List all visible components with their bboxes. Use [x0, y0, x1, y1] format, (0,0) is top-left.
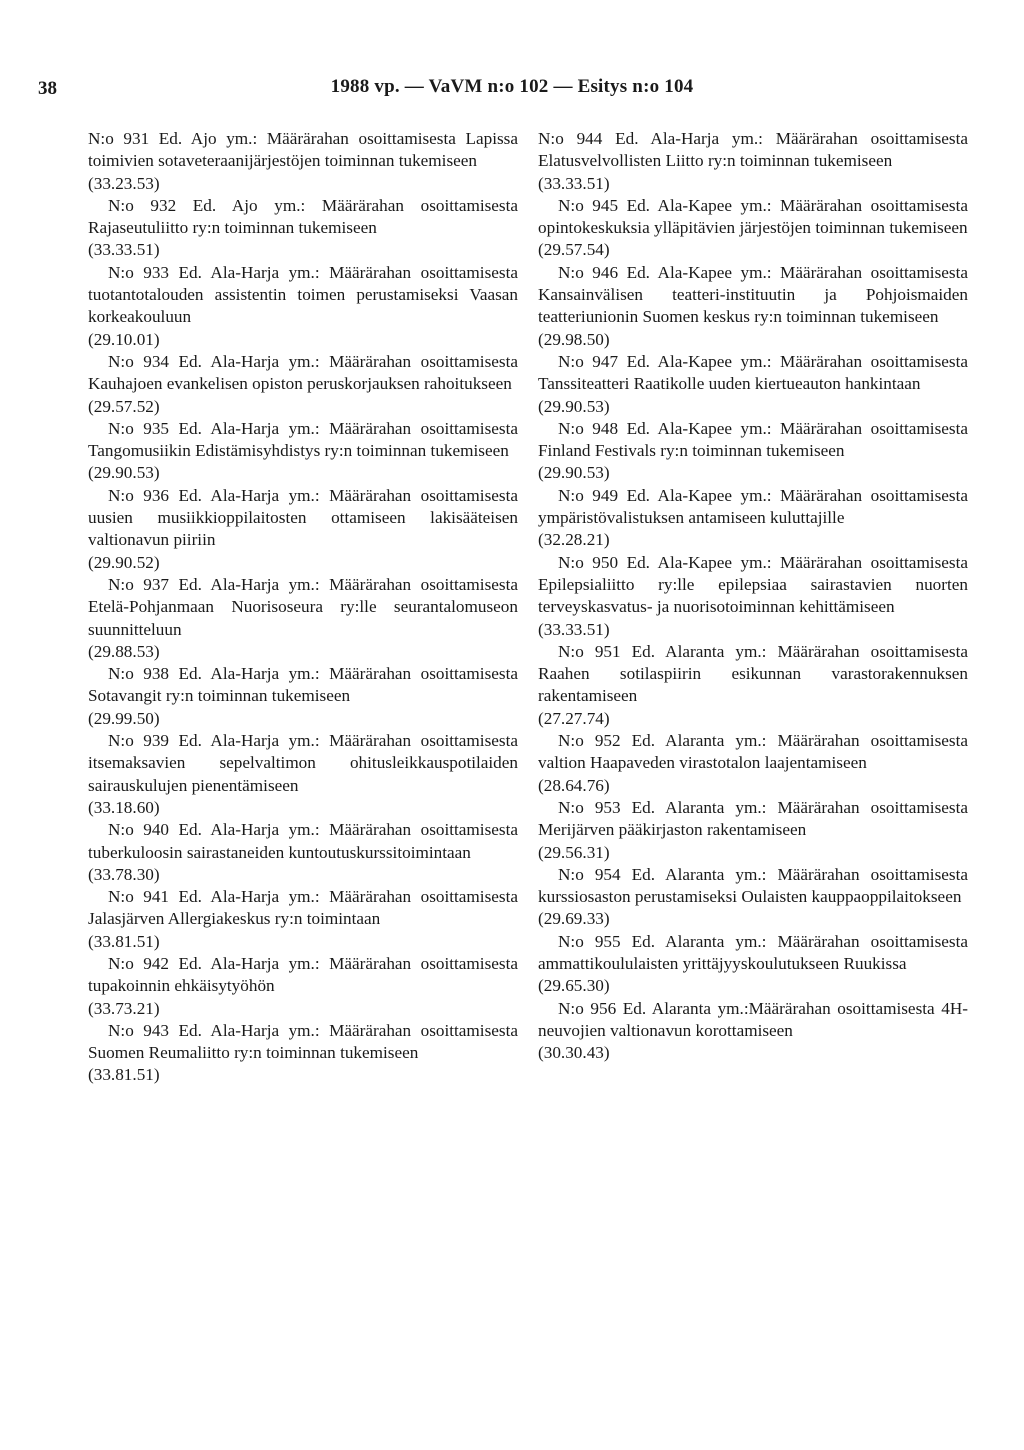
budget-item-code: (29.90.53) — [538, 463, 610, 483]
budget-item-code: (33.33.51) — [88, 240, 160, 260]
budget-item-code: (33.18.60) — [88, 797, 160, 817]
motion-text: N:o 949 Ed. Ala-Kapee ym.: Määrärahan osoittamisesta ympäristövalistuksen antamiseen kuluttajille — [538, 485, 968, 528]
motion-text: N:o 942 Ed. Ala-Harja ym.: Määrärahan osoittamisesta tupakoinnin ehkäisytyöhön — [88, 953, 518, 996]
motion-entry — [88, 128, 518, 195]
budget-item-code: (28.64.76) — [538, 775, 610, 795]
motion-entry — [88, 351, 518, 418]
budget-item-code: (29.88.53) — [88, 641, 160, 661]
budget-item-code: (29.90.53) — [538, 396, 610, 416]
motion-entry — [538, 797, 968, 864]
motion-text: N:o 936 Ed. Ala-Harja ym.: Määrärahan osoittamisesta uusien musiikkioppilaitosten ottamiseen lakisääteisen valtionavun piiriin — [88, 485, 518, 550]
motion-entry — [538, 931, 968, 998]
motion-entry — [538, 418, 968, 485]
budget-item-code: (30.30.43) — [538, 1043, 610, 1063]
motion-text: N:o 931 Ed. Ajo ym.: Määrärahan osoittamisesta Lapissa toimivien sotaveteraanijärjestöjen toiminnan tukemiseen — [88, 129, 518, 171]
budget-item-code: (33.81.51) — [88, 1065, 160, 1085]
motion-entry — [538, 485, 968, 552]
motion-entry — [538, 641, 968, 730]
motion-text: N:o 955 Ed. Alaranta ym.: Määrärahan osoittamisesta ammattikoululaisten yrittäjyyskoulutukseen Ruukissa — [538, 931, 968, 973]
motion-text: N:o 952 Ed. Alaranta ym.: Määrärahan osoittamisesta valtion Haapaveden virastotalon laajentamiseen — [538, 731, 968, 773]
motion-entry — [88, 574, 518, 663]
motion-text: N:o 941 Ed. Ala-Harja ym.: Määrärahan osoittamisesta Jalasjärven Allergiakeskus ry:n toimintaan — [88, 887, 518, 929]
motion-text: N:o 944 Ed. Ala-Harja ym.: Määrärahan osoittamisesta Elatusvelvollisten Liitto ry:n toiminnan tukemiseen — [538, 129, 968, 171]
motion-entry — [88, 262, 518, 351]
budget-item-code: (29.98.50) — [538, 329, 610, 349]
budget-item-code: (29.90.52) — [88, 552, 160, 572]
motion-text: N:o 951 Ed. Alaranta ym.: Määrärahan osoittamisesta Raahen sotilaspiirin esikunnan varastorakennuksen rakentamiseen — [538, 641, 968, 706]
budget-item-code: (29.69.33) — [538, 909, 610, 929]
motion-entry — [538, 128, 968, 195]
motion-text: N:o 932 Ed. Ajo ym.: Määrärahan osoittamisesta Rajaseutuliitto ry:n toiminnan tukemiseen — [88, 195, 518, 238]
page-number: 38 — [38, 78, 57, 99]
motion-entry — [538, 552, 968, 641]
motion-text: N:o 943 Ed. Ala-Harja ym.: Määrärahan osoittamisesta Suomen Reumaliitto ry:n toiminnan tukemiseen — [88, 1020, 518, 1063]
budget-item-code: (33.23.53) — [88, 173, 160, 193]
motion-entry — [88, 485, 518, 574]
budget-item-code: (29.57.52) — [88, 396, 160, 416]
budget-item-code: (33.81.51) — [88, 931, 160, 951]
motion-entry — [88, 663, 518, 730]
budget-item-code: (33.73.21) — [88, 998, 160, 1018]
running-head: 1988 vp. — VaVM n:o 102 — Esitys n:o 104 — [330, 76, 694, 97]
motion-text: N:o 946 Ed. Ala-Kapee ym.: Määrärahan osoittamisesta Kansainvälisen teatteri-instituutin ja Pohjoismaiden teatteriunionin Suomen keskus ry:n toiminnan tukemiseen — [538, 262, 968, 327]
left-column — [88, 128, 518, 1087]
budget-item-code: (29.57.54) — [538, 240, 610, 260]
budget-item-code: (32.28.21) — [538, 530, 610, 550]
motion-text: N:o 945 Ed. Ala-Kapee ym.: Määrärahan osoittamisesta opintokeskuksia ylläpitävien järjestöjen toiminnan tukemiseen — [538, 195, 968, 238]
motion-text: N:o 934 Ed. Ala-Harja ym.: Määrärahan osoittamisesta Kauhajoen evankelisen opiston peruskorjauksen rahoitukseen — [88, 351, 518, 394]
motion-text: N:o 954 Ed. Alaranta ym.: Määrärahan osoittamisesta kurssiosaston perustamiseksi Oulaisten kauppaoppilaitokseen — [538, 864, 968, 907]
motion-text: N:o 933 Ed. Ala-Harja ym.: Määrärahan osoittamisesta tuotantotalouden assistentin toimen perustamiseksi Vaasan korkeakouluun — [88, 262, 518, 327]
motion-text: N:o 935 Ed. Ala-Harja ym.: Määrärahan osoittamisesta Tangomusiikin Edistämisyhdistys ry:n toiminnan tukemiseen — [88, 418, 518, 461]
motion-text: N:o 939 Ed. Ala-Harja ym.: Määrärahan osoittamisesta itsemaksavien sepelvaltimon ohitusleikkauspotilaiden sairauskulujen pienentämiseen — [88, 731, 518, 795]
motion-text: N:o 940 Ed. Ala-Harja ym.: Määrärahan osoittamisesta tuberkuloosin sairastaneiden kuntoutuskurssitoimintaan — [88, 820, 518, 862]
motion-entry — [538, 351, 968, 418]
motion-text: N:o 953 Ed. Alaranta ym.: Määrärahan osoittamisesta Merijärven pääkirjaston rakentamiseen — [538, 797, 968, 840]
motion-text: N:o 938 Ed. Ala-Harja ym.: Määrärahan osoittamisesta Sotavangit ry:n toiminnan tukemiseen — [88, 664, 518, 706]
budget-item-code: (29.10.01) — [88, 329, 160, 349]
budget-item-code: (33.78.30) — [88, 864, 160, 884]
motion-entry — [88, 195, 518, 262]
budget-item-code: (29.99.50) — [88, 708, 160, 728]
motion-entry — [538, 195, 968, 262]
motion-entry — [88, 886, 518, 953]
budget-item-code: (29.65.30) — [538, 976, 610, 996]
motion-text: N:o 947 Ed. Ala-Kapee ym.: Määrärahan osoittamisesta Tanssiteatteri Raatikolle uuden kiertueauton hankintaan — [538, 351, 968, 394]
budget-item-code: (33.33.51) — [538, 619, 610, 639]
right-column — [538, 128, 968, 1064]
motion-text: N:o 937 Ed. Ala-Harja ym.: Määrärahan osoittamisesta Etelä-Pohjanmaan Nuorisoseura ry:lle seurantalomuseon suunnitteluun — [88, 574, 518, 639]
motion-text: N:o 956 Ed. Alaranta ym.:Määrärahan osoittamisesta 4H-neuvojien valtionavun korottamiseen — [538, 998, 968, 1040]
motion-entry — [88, 819, 518, 886]
motion-entry — [538, 730, 968, 797]
budget-item-code: (27.27.74) — [538, 708, 610, 728]
motion-entry — [88, 730, 518, 819]
budget-item-code: (29.90.53) — [88, 463, 160, 483]
motion-entry — [538, 864, 968, 931]
motion-entry — [88, 418, 518, 485]
motion-entry — [538, 998, 968, 1065]
motion-entry — [538, 262, 968, 351]
budget-item-code: (29.56.31) — [538, 842, 610, 862]
budget-item-code: (33.33.51) — [538, 173, 610, 193]
motion-entry — [88, 953, 518, 1020]
motion-entry — [88, 1020, 518, 1087]
motion-text: N:o 950 Ed. Ala-Kapee ym.: Määrärahan osoittamisesta Epilepsialiitto ry:lle epilepsiaa sairastavien nuorten terveyskasvatus- ja nuorisotoiminnan kehittämiseen — [538, 552, 968, 617]
motion-text: N:o 948 Ed. Ala-Kapee ym.: Määrärahan osoittamisesta Finland Festivals ry:n toiminnan tukemiseen — [538, 418, 968, 461]
